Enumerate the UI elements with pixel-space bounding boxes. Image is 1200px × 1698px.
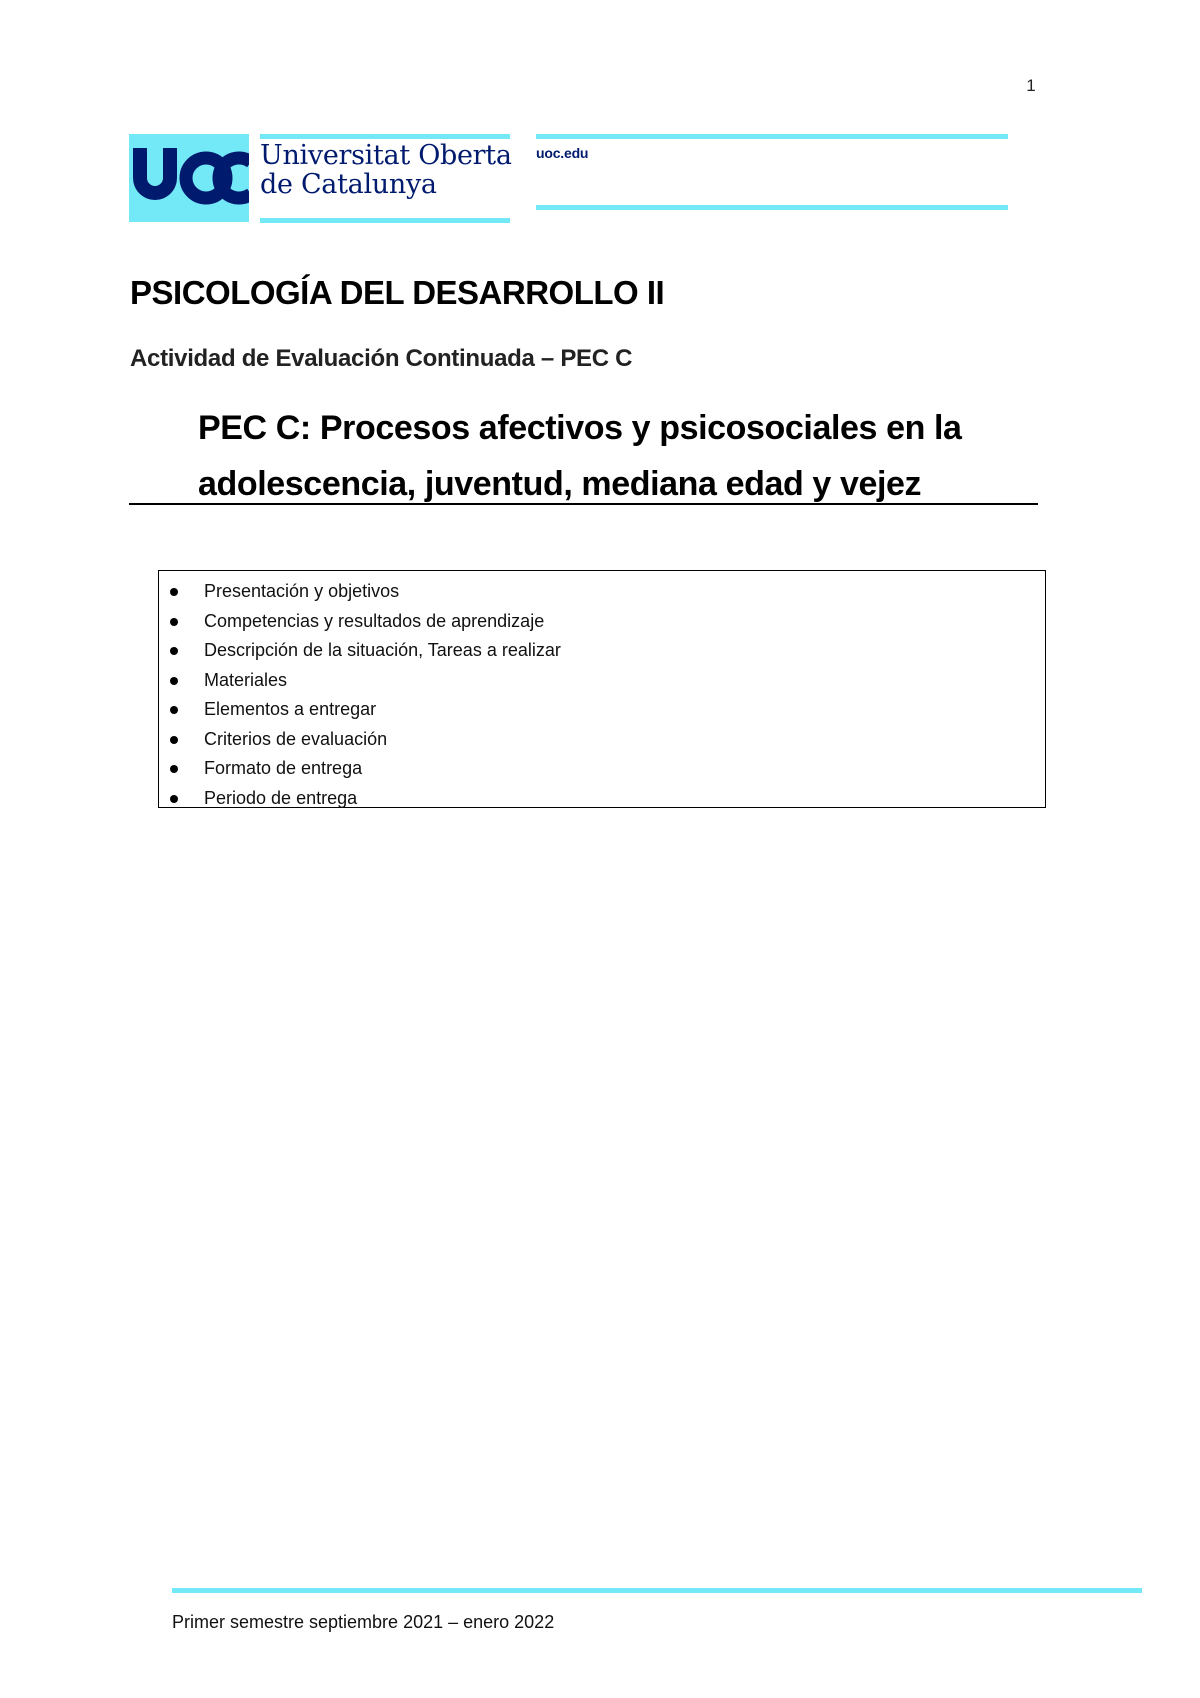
- contents-item-label: Materiales: [204, 669, 288, 690]
- bullet-icon: [170, 588, 178, 596]
- contents-item: [159, 784, 1045, 814]
- contents-box: [158, 570, 1046, 808]
- pec-title: [198, 400, 998, 512]
- contents-item-label: Elementos a entregar: [204, 699, 377, 719]
- contents-item: [159, 577, 1045, 607]
- logo-bottom-rule: [260, 218, 510, 223]
- contents-item: [159, 607, 1045, 637]
- uoc-logo: [129, 134, 249, 222]
- contents-item: [159, 725, 1045, 755]
- university-name: [260, 136, 515, 224]
- contents-item-label: Competencias y resultados de aprendizaje: [204, 610, 545, 631]
- bullet-icon: [170, 765, 178, 773]
- bullet-icon: [170, 677, 178, 685]
- footer-text: Primer semestre septiembre 2021 – enero 2022: [172, 1612, 555, 1632]
- page-number: 1: [1026, 76, 1036, 95]
- contents-item-label: Presentación y objetivos: [204, 581, 400, 601]
- university-name-line1: Universitat Oberta: [260, 140, 512, 171]
- bullet-icon: [170, 706, 178, 714]
- activity-subtitle: Actividad de Evaluación Continuada – PEC C: [130, 345, 633, 372]
- contents-item: [159, 636, 1045, 666]
- uoc-logo-mark: [129, 134, 249, 222]
- university-name-line2: de Catalunya: [260, 169, 437, 200]
- contents-item-label: Criterios de evaluación: [204, 728, 388, 749]
- contents-item: [159, 695, 1045, 725]
- pec-title-line2: adolescencia, juventud, mediana edad y vejez: [198, 465, 922, 503]
- contents-item-label: Descripción de la situación, Tareas a realizar: [204, 640, 561, 660]
- bullet-icon: [170, 736, 178, 744]
- footer-rule: [172, 1588, 1142, 1593]
- contents-item-label: Periodo de entrega: [204, 787, 358, 808]
- title-divider: [129, 503, 1038, 505]
- contents-item: [159, 754, 1045, 784]
- domain-label: uoc.edu: [536, 145, 589, 161]
- pec-title-line1: PEC C: Procesos afectivos y psicosociales en la: [198, 409, 962, 447]
- contents-list: [159, 571, 1045, 813]
- bullet-icon: [170, 647, 178, 655]
- bullet-icon: [170, 795, 178, 803]
- contents-item: [159, 666, 1045, 696]
- contents-item-label: Formato de entrega: [204, 758, 363, 778]
- bullet-icon: [170, 618, 178, 626]
- domain-bottom-rule: [536, 205, 1008, 210]
- domain-top-rule: [536, 134, 1008, 139]
- course-title: PSICOLOGÍA DEL DESARROLLO II: [130, 274, 665, 311]
